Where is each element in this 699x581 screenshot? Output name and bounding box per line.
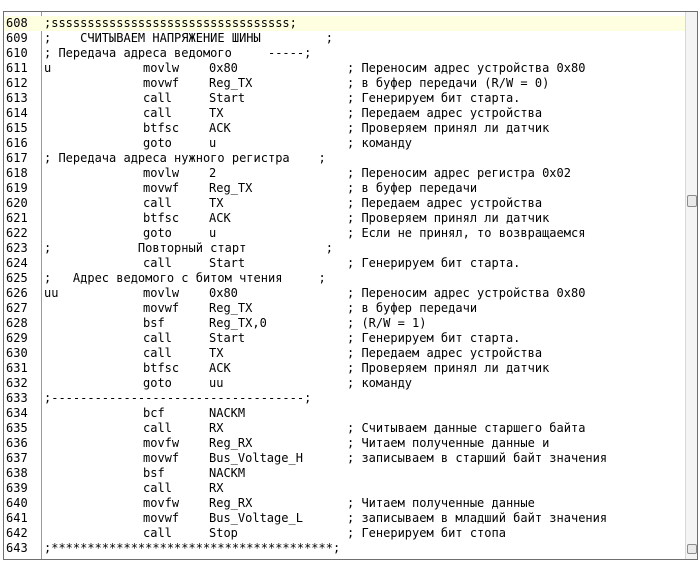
opcode: btfsc — [143, 121, 180, 135]
code-line[interactable] — [4, 496, 685, 511]
code-line[interactable] — [4, 451, 685, 466]
scrollbar-thumb[interactable] — [687, 195, 697, 207]
operand: ACK — [209, 361, 231, 375]
code-line[interactable] — [4, 301, 685, 316]
line-number: 634 — [6, 406, 28, 420]
opcode: call — [143, 526, 172, 540]
opcode: call — [143, 196, 172, 210]
operand: Start — [209, 331, 246, 345]
code-line[interactable] — [4, 196, 685, 211]
code-editor[interactable] — [3, 11, 698, 560]
opcode: movwf — [143, 301, 180, 315]
operand: Reg_TX,0 — [209, 316, 267, 330]
comment: ; Переносим адрес устройства 0x80 — [347, 286, 586, 300]
line-number: 636 — [6, 436, 28, 450]
operand: Bus_Voltage_H — [209, 451, 303, 465]
line-number: 619 — [6, 181, 28, 195]
operand: TX — [209, 346, 224, 360]
line-number: 640 — [6, 496, 28, 510]
code-line[interactable] — [4, 151, 685, 166]
code-line[interactable] — [4, 376, 685, 391]
line-number: 623 — [6, 241, 28, 255]
line-number: 639 — [6, 481, 28, 495]
operand: Reg_TX — [209, 181, 253, 195]
operand: 0x80 — [209, 61, 238, 75]
line-comment: ;sssssssssssssssssssssssssssssssss; — [44, 16, 297, 30]
opcode: goto — [143, 136, 172, 150]
code-line[interactable] — [4, 391, 685, 406]
line-number: 629 — [6, 331, 28, 345]
operand: Stop — [209, 526, 238, 540]
opcode: call — [143, 331, 172, 345]
comment: ; Читаем полученные данные и — [347, 436, 550, 450]
line-comment: ; Передача адреса нужного регистра ; — [44, 151, 326, 165]
operand: Start — [209, 256, 246, 270]
comment: ; Передаем адрес устройства — [347, 196, 543, 210]
line-number: 631 — [6, 361, 28, 375]
operand: TX — [209, 196, 224, 210]
code-line[interactable] — [4, 106, 685, 121]
label: u — [44, 61, 52, 75]
code-line[interactable] — [4, 316, 685, 331]
comment: ; Генерируем бит старта. — [347, 256, 521, 270]
code-line[interactable] — [4, 361, 685, 376]
line-comment: ;-----------------------------------; — [44, 391, 312, 405]
comment: ; записываем в старший байт значения — [347, 451, 608, 465]
operand: NACKM — [209, 406, 246, 420]
opcode: goto — [143, 226, 172, 240]
opcode: call — [143, 106, 172, 120]
operand: Reg_TX — [209, 76, 253, 90]
line-number: 641 — [6, 511, 28, 525]
line-comment: ; СЧИТЫВАЕМ НАПРЯЖЕНИЕ ШИНЫ ; — [44, 31, 333, 45]
opcode: btfsc — [143, 361, 180, 375]
operand: 2 — [209, 166, 217, 180]
line-number: 618 — [6, 166, 28, 180]
code-line[interactable] — [4, 436, 685, 451]
opcode: movfw — [143, 496, 180, 510]
line-number: 642 — [6, 526, 28, 540]
line-number: 624 — [6, 256, 28, 270]
operand: Reg_TX — [209, 301, 253, 315]
code-line[interactable] — [4, 526, 685, 541]
operand: uu — [209, 376, 224, 390]
line-number: 608 — [6, 16, 28, 30]
comment: ; Генерируем бит старта. — [347, 331, 521, 345]
code-line[interactable] — [4, 481, 685, 496]
line-number: 643 — [6, 541, 28, 555]
code-line[interactable] — [4, 271, 685, 286]
opcode: movlw — [143, 286, 180, 300]
opcode: bsf — [143, 316, 165, 330]
line-number: 626 — [6, 286, 28, 300]
code-line[interactable] — [4, 76, 685, 91]
vertical-scrollbar[interactable] — [685, 12, 697, 559]
code-line[interactable] — [4, 61, 685, 76]
comment: ; записываем в младший байт значения — [347, 511, 608, 525]
code-line[interactable] — [4, 16, 685, 31]
comment: ; Проверяем принял ли датчик — [347, 361, 550, 375]
comment: ; команду — [347, 136, 413, 150]
line-number: 633 — [6, 391, 28, 405]
comment: ; в буфер передачи (R/W = 0) — [347, 76, 550, 90]
line-number: 620 — [6, 196, 28, 210]
line-comment: ;***************************************; — [44, 541, 341, 555]
opcode: movwf — [143, 511, 180, 525]
opcode: call — [143, 346, 172, 360]
comment: ; Читаем полученные данные — [347, 496, 535, 510]
line-number: 638 — [6, 466, 28, 480]
operand: Reg_RX — [209, 496, 253, 510]
line-number: 610 — [6, 46, 28, 60]
line-number: 612 — [6, 76, 28, 90]
opcode: call — [143, 91, 172, 105]
operand: NACKM — [209, 466, 246, 480]
line-number: 625 — [6, 271, 28, 285]
line-comment: ; Передача адреса ведомого -----; — [44, 46, 312, 60]
code-line[interactable] — [4, 346, 685, 361]
opcode: call — [143, 256, 172, 270]
comment: ; Считываем данные старшего байта — [347, 421, 586, 435]
line-number: 637 — [6, 451, 28, 465]
operand: Bus_Voltage_L — [209, 511, 303, 525]
opcode: movwf — [143, 181, 180, 195]
opcode: btfsc — [143, 211, 180, 225]
line-number: 613 — [6, 91, 28, 105]
comment: ; Проверяем принял ли датчик — [347, 121, 550, 135]
code-line[interactable] — [4, 331, 685, 346]
comment: ; Проверяем принял ли датчик — [347, 211, 550, 225]
opcode: call — [143, 421, 172, 435]
line-number: 632 — [6, 376, 28, 390]
opcode: movfw — [143, 436, 180, 450]
comment: ; Переносим адрес устройства 0x80 — [347, 61, 586, 75]
comment: ; Передаем адрес устройства — [347, 346, 543, 360]
code-line[interactable] — [4, 511, 685, 526]
code-line[interactable] — [4, 31, 685, 46]
opcode: movwf — [143, 76, 180, 90]
code-line[interactable] — [4, 46, 685, 61]
operand: 0x80 — [209, 286, 238, 300]
scrollbar-bottom-marker[interactable] — [687, 544, 697, 554]
comment: ; Если не принял, то возвращаемся — [347, 226, 586, 240]
label: uu — [44, 286, 59, 300]
line-number: 614 — [6, 106, 28, 120]
comment: ; в буфер передачи — [347, 301, 478, 315]
code-line[interactable] — [4, 466, 685, 481]
opcode: movlw — [143, 61, 180, 75]
code-line[interactable] — [4, 406, 685, 421]
line-number: 609 — [6, 31, 28, 45]
line-number: 635 — [6, 421, 28, 435]
line-comment: ; Адрес ведомого с битом чтения ; — [44, 271, 326, 285]
line-number: 628 — [6, 316, 28, 330]
operand: ACK — [209, 121, 231, 135]
operand: RX — [209, 481, 224, 495]
operand: u — [209, 136, 217, 150]
comment: ; Генерируем бит старта. — [347, 91, 521, 105]
code-line[interactable] — [4, 286, 685, 301]
code-line[interactable] — [4, 241, 685, 256]
line-number: 617 — [6, 151, 28, 165]
comment: ; команду — [347, 376, 413, 390]
opcode: movlw — [143, 166, 180, 180]
code-line[interactable] — [4, 121, 685, 136]
operand: Start — [209, 91, 246, 105]
line-number: 627 — [6, 301, 28, 315]
line-number: 616 — [6, 136, 28, 150]
comment: ; (R/W = 1) — [347, 316, 427, 330]
operand: ACK — [209, 211, 231, 225]
opcode: call — [143, 481, 172, 495]
opcode: bsf — [143, 466, 165, 480]
operand: RX — [209, 421, 224, 435]
opcode: goto — [143, 376, 172, 390]
comment: ; в буфер передачи — [347, 181, 478, 195]
code-area[interactable] — [4, 12, 685, 559]
code-line[interactable] — [4, 211, 685, 226]
code-line[interactable] — [4, 91, 685, 106]
line-number: 611 — [6, 61, 28, 75]
comment: ; Передаем адрес устройства — [347, 106, 543, 120]
code-line[interactable] — [4, 541, 685, 556]
operand: u — [209, 226, 217, 240]
opcode: movwf — [143, 451, 180, 465]
operand: Reg_RX — [209, 436, 253, 450]
line-number: 621 — [6, 211, 28, 225]
opcode: bcf — [143, 406, 165, 420]
code-line[interactable] — [4, 136, 685, 151]
code-line[interactable] — [4, 226, 685, 241]
code-line[interactable] — [4, 256, 685, 271]
comment: ; Переносим адрес регистра 0x02 — [347, 166, 571, 180]
line-comment: ; Повторный старт ; — [44, 241, 333, 255]
code-line[interactable] — [4, 181, 685, 196]
operand: TX — [209, 106, 224, 120]
line-number: 615 — [6, 121, 28, 135]
line-number: 622 — [6, 226, 28, 240]
line-number: 630 — [6, 346, 28, 360]
comment: ; Генерируем бит стопа — [347, 526, 506, 540]
code-line[interactable] — [4, 421, 685, 436]
code-line[interactable] — [4, 166, 685, 181]
